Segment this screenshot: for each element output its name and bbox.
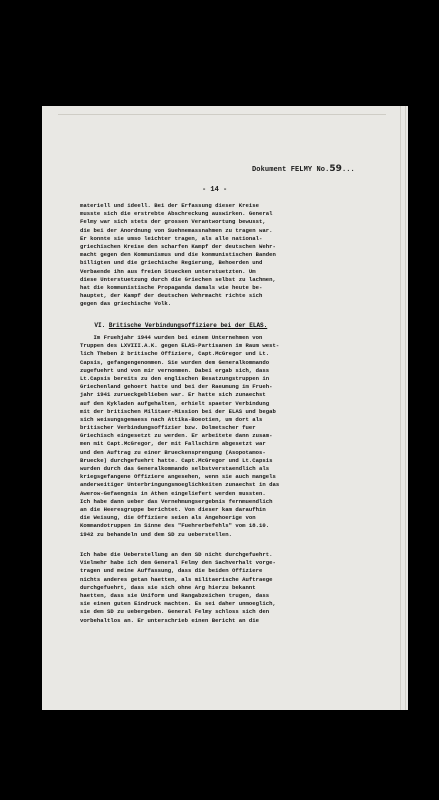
text-line: Verbaende ihn aus freien Stuecken unterstuetzten. Um	[80, 267, 256, 275]
document-page	[42, 106, 408, 710]
paragraph-1	[80, 202, 380, 308]
text-line: sie dem SD zu uebergeben. General Felmy schloss sich den	[80, 608, 270, 616]
text-line: Felmy war sich stets der grossen Verantwortung bewusst,	[80, 218, 266, 226]
document-number: 59	[329, 164, 342, 174]
text-line: sie einen guten Eindruck machten. Es sei daher unmoeglich,	[80, 600, 276, 608]
text-line: diese Unterstuetzung durch die Griechen selbst zu lachmen,	[80, 275, 276, 283]
text-line: Ich habe die Ueberstellung an den SD nicht durchgefuehrt.	[80, 551, 273, 558]
text-line: materiell und ideell. Bei der Erfassung dieser Kreise	[80, 202, 259, 209]
text-line: Bruecke) durchgefuehrt hatte. Capt.McGregor und Lt.Capsis	[80, 456, 273, 464]
text-line: auf den Kykladen aufgehalten, erhielt spaeter Verbindung	[80, 399, 270, 407]
text-line: an die Heeresgruppe berichtet. Von dieser kam daraufhin	[80, 505, 266, 513]
text-line: lich Theben 2 britische Offiziere, Capt.McGregor und Lt.	[80, 350, 270, 358]
document-number-suffix: ...	[341, 166, 355, 174]
text-line: Griechisch eingesetzt zu werden. Er arbeitete dann zusam-	[80, 432, 273, 440]
text-line: die bei der Anordnung von Suehnemassnahmen zu tragen war.	[80, 226, 273, 234]
text-line: Truppen des LXVIII.A.K. gegen ELAS-Partisanen im Raum west-	[80, 342, 280, 350]
text-line: vorbehaltlos an. Er unterschrieb einen Bericht an die	[80, 616, 259, 624]
text-line: Lt.Capsis bereits zu den englischen Besatzungstruppen in	[80, 374, 270, 382]
text-line: die Weisung, die Offiziere seien als Angehoerige von	[80, 514, 256, 522]
text-line: haetten, dass sie Uniform und Rangabzeichen trugen, dass	[80, 591, 270, 599]
document-number-header	[252, 164, 355, 174]
text-line: macht gegen den Kommunismus und die kommunistischen Banden	[80, 251, 276, 259]
text-line: Im Fruehjahr 1944 wurden bei einem Unternehmen von	[80, 334, 263, 341]
text-line: mit der britischen Militaer-Mission bei der ELAS und begab	[80, 407, 276, 415]
text-line: und den Auftrag zu einer Brueckensprengung (Asopotamos-	[80, 448, 266, 456]
text-line: wurden durch das Generalkommando selbstverstaendlich als	[80, 465, 270, 472]
text-line: Ich habe dann ueber das Vernehmungsergebnis fernmuendlich	[80, 497, 273, 505]
text-line: men mit Capt.McGregor, der mit Fallschirm abgesetzt war	[80, 440, 266, 448]
text-line: 1942 zu behandeln und dem SD zu ueberstellen.	[80, 530, 232, 538]
text-line: tragen und meine Auffassung, dass die beiden Offiziere	[80, 567, 263, 575]
text-line: jahr 1941 zurueckgeblieben war. Er hatte sich zunaechst	[80, 391, 266, 399]
text-line: nichts anderes getan haetten, als militaerische Auftraege	[80, 575, 273, 583]
text-line: zugefuehrt und von mir vernommen. Dabei ergab sich, dass	[80, 366, 270, 374]
text-line: Kommandotruppen im Sinne des "Fuehrerbefehls" vom 18.10.	[80, 522, 270, 530]
text-line: britischer Verbindungsoffizier bzw. Dolmetscher fuer	[80, 424, 256, 432]
section-heading	[80, 315, 267, 336]
text-line: anderweitiger Unterbringungsmoeglichkeiten zunaechst in das	[80, 481, 280, 489]
text-line: Er konnte sie umso leichter tragen, als alle national-	[80, 234, 263, 242]
document-label: Dokument FELMY No.	[252, 166, 330, 174]
text-line: durchgefuehrt, dass sie sich ohne Arg hierzu bekannt	[80, 583, 256, 591]
text-line: kriegsgefangene Offiziere angesehen, wenn sie auch mangels	[80, 473, 276, 481]
text-line: hauptet, der Kampf der deutschen Wehrmacht richte sich	[80, 292, 263, 300]
paragraph-3	[80, 551, 380, 625]
text-line: Awerow-Gefaengnis in Athen eingeliefert werden mussten.	[80, 489, 266, 497]
section-title: Britische Verbindungsoffiziere bei der ELAS.	[108, 322, 268, 329]
text-line: griechischen Kreise den scharfen Kampf der deutschen Wehr-	[80, 242, 276, 250]
paragraph-2	[80, 334, 380, 539]
text-line: Griechenland gehoert hatte und bei der Raeumung im Frueh-	[80, 383, 273, 391]
page-number: - 14 -	[202, 186, 228, 194]
text-line: gegen das griechische Volk.	[80, 300, 172, 308]
text-line: Vielmehr habe ich dem General Felmy den Sachverhalt vorge-	[80, 559, 276, 567]
text-line: musste sich die erstrebte Abschreckung auswirken. General	[80, 210, 273, 218]
text-line: Capsis, gefangengenommen. Sie wurden dem Generalkommando	[80, 358, 270, 366]
page-edge-shadow	[400, 106, 406, 710]
text-line: sich weisungsgemaess nach Attika-Boeotien, um dort als	[80, 415, 263, 423]
section-number: VI.	[94, 322, 106, 329]
text-line: hat die kommunistische Propaganda damals wie heute be-	[80, 283, 263, 291]
text-line: billigten und die griechische Regierung, Behoerden und	[80, 259, 263, 267]
